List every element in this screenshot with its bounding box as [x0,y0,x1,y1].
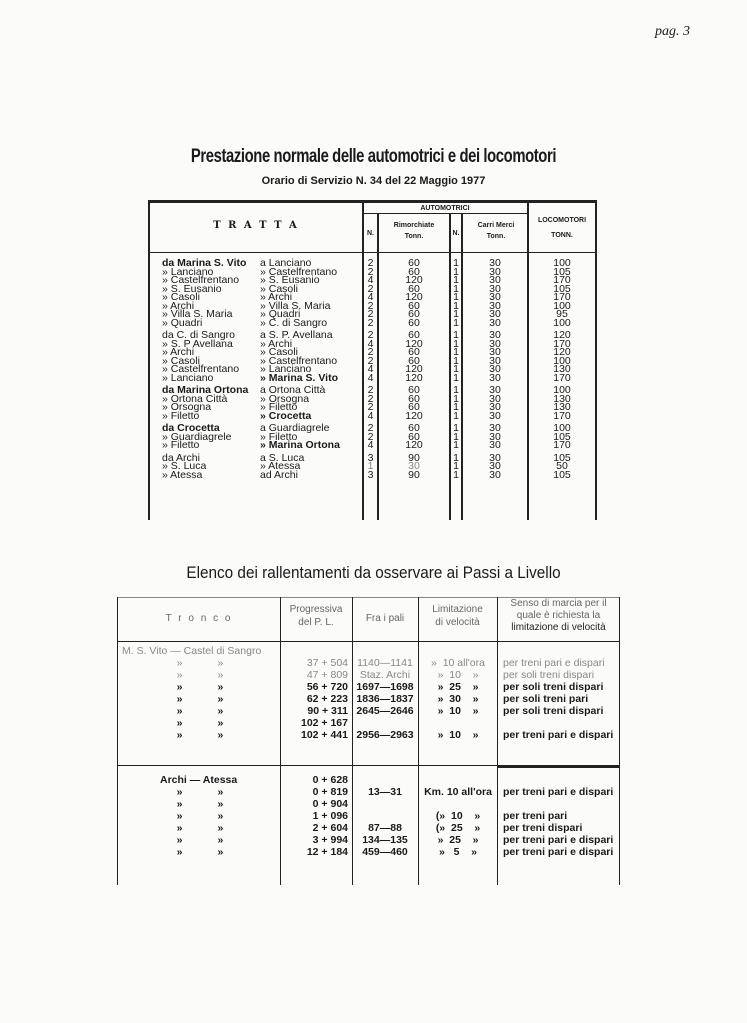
table-rule [280,597,281,885]
fra-pali-value: 1140—1141 [357,657,413,669]
wagon-tonnage: 30 [489,299,501,312]
to-station: » Atessa [260,460,301,472]
locomotive-tonnage: 130 [553,392,571,405]
page-title: Prestazione normale delle automotrici e dei locomotori [190,146,557,167]
to-station: » Villa S. Maria [260,299,331,312]
locomotive-tonnage: 170 [553,439,571,451]
wagon-count: 1 [453,299,459,312]
to-station: a Guardiagrele [260,422,330,434]
wagon-tonnage: 30 [489,439,501,451]
wagon-count: 1 [453,291,459,303]
locomotive-tonnage: 130 [553,401,571,413]
speed-limit-value: (» 25 » [435,822,481,834]
to-station: » Filetto [260,401,298,413]
to-station: » Marina S. Vito [260,371,338,384]
from-station: » Villa S. Maria [162,308,233,320]
section-title: Elenco dei rallentamenti da osservare ai Passi a Livello [186,563,561,582]
railcar-count: 2 [367,265,374,278]
tronco-ditto: » » [176,681,224,693]
wagon-tonnage: 30 [489,451,501,464]
wagon-count: 1 [453,384,459,396]
railcar-count: 4 [367,439,374,451]
trailer-tonnage: 30 [408,460,420,472]
wagon-count: 1 [453,346,459,358]
progressiva-value: 0 + 628 [312,774,348,786]
tronco-ditto: » » [176,693,224,705]
railcar-count: 4 [367,291,374,303]
from-station: » S. P Avellana [162,337,233,350]
table-rule [117,597,118,885]
table-rule [418,597,419,885]
tronco-ditto: » » [176,810,224,822]
progressiva-value: 2 + 604 [312,822,348,834]
header-senso-line1: Senso di marcia per il [510,598,607,609]
to-station: » Quadri [260,308,301,320]
direction-value: per soli treni dispari [503,669,595,681]
wagon-tonnage: 30 [489,401,501,413]
direction-value: per treni pari e dispari [503,834,614,846]
progressiva-value: 90 + 311 [307,705,348,717]
trailer-tonnage: 120 [405,291,423,303]
header-senso [497,598,620,634]
wagon-count: 1 [453,422,459,434]
railcar-count: 4 [367,409,374,422]
from-station: » Casoli [162,291,200,303]
railcar-count: 2 [367,282,374,295]
wagon-tonnage: 30 [489,291,501,303]
from-station: da Crocetta [162,422,220,434]
locomotive-tonnage: 100 [553,384,571,396]
progressiva-value: 102 + 441 [300,729,348,741]
locomotive-tonnage: 100 [553,354,571,367]
progressiva-value: 37 + 504 [306,657,348,669]
to-station: a Ortona Città [260,384,326,396]
direction-value: per treni pari e dispari [503,846,614,858]
railcar-count: 2 [367,392,374,405]
header-progressiva-line2: del P. L. [298,617,334,628]
locomotive-tonnage: 105 [553,451,571,464]
locomotive-tonnage: 100 [553,422,571,434]
wagon-tonnage: 30 [489,430,501,443]
trailer-tonnage: 120 [405,363,423,375]
locomotive-tonnage: 170 [553,409,571,422]
header-limitazione-line1: Limitazione [432,604,483,615]
header-tratta: T R A T T A [213,220,299,231]
fra-pali-value: 1836—1837 [356,693,414,705]
trailer-tonnage: 90 [408,451,420,464]
tronco-ditto: » » [176,669,224,681]
page-number: pag. 3 [655,24,690,39]
railcar-count: 4 [367,274,374,286]
wagon-count: 1 [453,409,459,422]
from-station: » Castelfrentano [162,363,240,375]
to-station: » Lanciano [260,363,312,375]
railcar-count: 3 [367,468,374,481]
railcar-count: 4 [367,363,374,375]
wagon-tonnage: 30 [489,384,501,396]
from-station: » S. Luca [162,460,207,472]
header-progressiva-line1: Progressiva [289,604,343,615]
wagon-count: 1 [453,337,459,350]
locomotive-tonnage: 105 [553,430,571,443]
direction-value: per treni pari e dispari [503,729,614,741]
from-station: » Ortona Città [162,392,228,405]
header-progressiva [280,603,352,629]
wagon-tonnage: 30 [489,337,501,350]
to-station: » Casoli [260,346,298,358]
wagon-tonnage: 30 [489,265,501,278]
from-station: » Orsogna [162,401,212,413]
wagon-tonnage: 30 [489,409,501,422]
locomotive-tonnage: 95 [556,308,568,320]
direction-value: per soli treni dispari [503,705,604,717]
locomotive-tonnage: 120 [553,329,571,341]
trailer-tonnage: 60 [408,354,420,367]
trailer-tonnage: 60 [408,257,420,269]
trailer-tonnage: 60 [408,346,420,358]
speed-limit-value: » 25 » [437,681,479,693]
from-station: » Archi [162,299,195,312]
railcar-count: 2 [367,346,374,358]
wagon-tonnage: 30 [489,363,501,375]
speed-limit-value: » 30 » [437,693,479,705]
progressiva-value: 0 + 904 [312,798,348,810]
header-limitazione [418,603,497,629]
trailer-tonnage: 120 [405,371,423,384]
wagon-count: 1 [453,282,459,295]
wagon-count: 1 [453,439,459,451]
trailer-tonnage: 60 [408,299,420,312]
from-station: » Atessa [162,468,203,481]
trailer-tonnage: 120 [405,274,423,286]
wagon-tonnage: 30 [489,257,501,269]
wagon-tonnage: 30 [489,354,501,367]
from-station: da Archi [162,451,200,464]
wagon-count: 1 [453,451,459,464]
wagon-tonnage: 30 [489,346,501,358]
speed-limit-value: (» 10 » [435,810,481,822]
wagon-tonnage: 30 [489,316,501,329]
speed-limit-value: » 10 all'ora [431,657,485,669]
progressiva-value: 56 + 720 [306,681,348,693]
to-station: » Marina Ortona [260,439,340,451]
to-station: » S. Eusanio [260,274,320,286]
progressiva-value: 47 + 809 [306,669,348,681]
fra-pali-value: 1697—1698 [356,681,414,693]
progressiva-value: 3 + 994 [312,834,348,846]
to-station: a S. Luca [260,451,305,464]
locomotive-tonnage: 100 [553,299,571,312]
wagon-tonnage: 30 [489,460,501,472]
table-rule [497,597,498,885]
tronco-ditto: » » [176,705,224,717]
railcar-count: 2 [367,257,374,269]
trailer-tonnage: 60 [408,384,420,396]
railcar-count: 4 [367,337,374,350]
progressiva-value: 102 + 167 [300,717,348,729]
trailer-tonnage: 60 [408,265,420,278]
railcar-count: 4 [367,371,374,384]
header-carri: Carri Merci Tonn. [477,222,515,240]
locomotive-tonnage: 170 [553,274,571,286]
to-station: » Filetto [260,430,298,443]
from-station: » S. Eusanio [162,282,222,295]
railcar-count: 2 [367,354,374,367]
tronco-ditto: » » [176,834,224,846]
progressiva-value: 12 + 184 [306,846,348,858]
from-station: da C. di Sangro [162,329,235,341]
tronco-ditto: » » [176,717,224,729]
from-station: » Filetto [162,439,200,451]
direction-value: per treni pari [503,810,568,822]
railcar-count: 2 [367,299,374,312]
fra-pali-value: 87—88 [368,822,402,834]
wagon-count: 1 [453,265,459,278]
locomotive-tonnage: 100 [553,257,571,269]
locomotive-tonnage: 105 [553,468,571,481]
to-station: » Castelfrentano [260,354,338,367]
trailer-tonnage: 60 [408,401,420,413]
direction-value: per treni pari e dispari [503,786,614,798]
trailer-tonnage: 60 [408,329,420,341]
speed-limit-value: Km. 10 all'ora [424,786,492,798]
wagon-tonnage: 30 [489,282,501,295]
wagon-tonnage: 30 [489,308,501,320]
header-tronco: T r o n c o [165,613,233,624]
to-station: » Archi [260,291,293,303]
wagon-count: 1 [453,308,459,320]
locomotive-tonnage: 170 [553,371,571,384]
table-rule [118,641,620,642]
wagon-count: 1 [453,274,459,286]
tronco-ditto: » » [176,729,224,741]
to-station: » Archi [260,337,293,350]
speed-limit-value: » 5 » [439,846,477,858]
to-station: a Lanciano [260,257,312,269]
from-station: » Casoli [162,354,200,367]
locomotive-tonnage: 50 [556,460,568,472]
railcar-count: 2 [367,308,374,320]
page-subtitle: Orario di Servizio N. 34 del 22 Maggio 1977 [261,175,486,187]
locomotive-tonnage: 130 [553,363,571,375]
locomotive-tonnage: 105 [553,265,571,278]
tronco-ditto: » » [176,846,224,858]
railcar-count: 1 [367,460,374,472]
to-station: » Orsogna [260,392,310,405]
header-locomotori: LOCOMOTORI TONN. [537,217,587,239]
wagon-tonnage: 30 [489,468,501,481]
speed-limit-value: » 25 » [437,834,479,846]
direction-value: per soli treni dispari [503,681,604,693]
header-senso-line3: limitazione di velocità [511,622,606,633]
trailer-tonnage: 60 [408,430,420,443]
from-station: da Marina Ortona [162,384,249,396]
header-n2: N. [452,230,460,237]
wagon-count: 1 [453,363,459,375]
wagon-tonnage: 30 [489,329,501,341]
speed-limit-value: » 10 » [437,729,479,741]
progressiva-value: 62 + 223 [306,693,348,705]
trailer-tonnage: 60 [408,308,420,320]
to-station: » Castelfrentano [260,265,338,278]
to-station: » C. di Sangro [260,316,328,329]
wagon-count: 1 [453,316,459,329]
from-station: da Marina S. Vito [162,257,247,269]
speed-limit-value: » 10 » [437,669,479,681]
to-station: ad Archi [260,468,298,481]
header-n1: N. [367,230,374,237]
table-rule [148,200,150,520]
tronco-ditto: » » [176,798,224,810]
direction-value: per treni pari e dispari [503,657,605,669]
locomotive-tonnage: 120 [553,346,571,358]
locomotive-tonnage: 170 [553,291,571,303]
to-station: » Crocetta [260,409,312,422]
railcar-count: 2 [367,329,374,341]
from-station: » Archi [162,346,195,358]
wagon-count: 1 [453,257,459,269]
wagon-count: 1 [453,460,459,472]
railcar-count: 3 [367,451,374,464]
locomotive-tonnage: 170 [553,337,571,350]
railcar-count: 2 [367,401,374,413]
locomotive-tonnage: 105 [553,282,571,295]
from-station: » Lanciano [162,265,214,278]
tronco-ditto: » » [176,786,224,798]
fra-pali-value: Staz. Archi [359,669,411,681]
from-station: » Guardiagrele [162,430,232,443]
table-rule [148,252,597,253]
wagon-count: 1 [453,371,459,384]
direction-value: per soli treni pari [503,693,589,705]
progressiva-value: 0 + 819 [312,786,348,798]
table-rule [118,765,498,766]
table-rule [497,765,620,768]
fra-pali-value: 13—31 [368,786,402,798]
speed-limit-value: » 10 » [437,705,479,717]
trailer-tonnage: 120 [405,409,423,422]
railcar-count: 2 [367,316,374,329]
wagon-count: 1 [453,401,459,413]
trailer-tonnage: 90 [408,468,420,481]
to-station: » Casoli [260,282,298,295]
railcar-count: 2 [367,422,374,434]
wagon-tonnage: 30 [489,392,501,405]
from-station: » Quadri [162,316,203,329]
trailer-tonnage: 60 [408,282,420,295]
section-name: M. S. Vito — Castel di Sangro [122,645,262,657]
header-rimorchiate: Rimorchiate Tonn. [393,222,435,240]
fra-pali-value: 2645—2646 [356,705,414,717]
header-fra-pali: Fra i pali [365,613,405,624]
wagon-tonnage: 30 [489,422,501,434]
tronco-ditto: » » [176,657,224,669]
header-automotrici: AUTOMOTRICI [420,205,470,212]
section-name: Archi — Atessa [160,774,238,786]
fra-pali-value: 2956—2963 [356,729,414,741]
locomotive-tonnage: 100 [553,316,571,329]
fra-pali-value: 459—460 [362,846,408,858]
header-senso-line2: quale è richiesta la [516,610,601,621]
table-rule [619,597,620,885]
wagon-count: 1 [453,468,459,481]
tronco-ditto: » » [176,822,224,834]
wagon-count: 1 [453,329,459,341]
from-station: » Filetto [162,409,200,422]
fra-pali-value: 134—135 [362,834,408,846]
wagon-count: 1 [453,354,459,367]
wagon-tonnage: 30 [489,371,501,384]
trailer-tonnage: 120 [405,337,423,350]
railcar-count: 2 [367,384,374,396]
header-limitazione-line2: di velocità [435,617,480,628]
to-station: a S. P. Avellana [260,329,333,341]
trailer-tonnage: 60 [408,316,420,329]
progressiva-value: 1 + 096 [312,810,348,822]
wagon-tonnage: 30 [489,274,501,286]
trailer-tonnage: 60 [408,422,420,434]
direction-value: per treni dispari [503,822,583,834]
from-station: » Lanciano [162,371,214,384]
wagon-count: 1 [453,392,459,405]
trailer-tonnage: 120 [405,439,423,451]
railcar-count: 2 [367,430,374,443]
from-station: » Castelfrentano [162,274,240,286]
wagon-count: 1 [453,430,459,443]
trailer-tonnage: 60 [408,392,420,405]
